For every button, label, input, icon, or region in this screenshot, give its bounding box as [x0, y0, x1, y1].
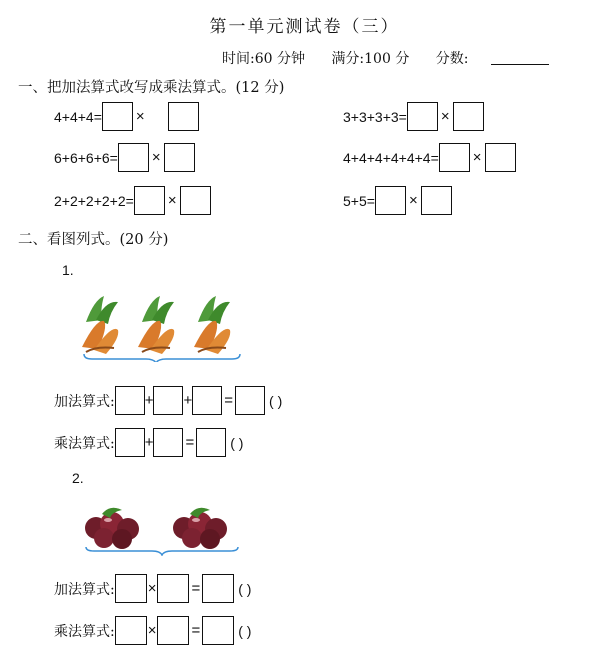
answer-box[interactable] — [153, 428, 183, 457]
q2-addition-row — [54, 574, 251, 603]
unit-paren[interactable]: ( ) — [269, 392, 283, 409]
plum-group-picture — [82, 502, 242, 556]
unit-paren[interactable]: ( ) — [230, 434, 244, 451]
carrot-bunch-icon — [194, 296, 230, 354]
plus-sign: + — [144, 434, 154, 451]
answer-box[interactable] — [407, 102, 438, 131]
score-blank[interactable] — [491, 50, 549, 65]
equals-sign: = — [191, 622, 201, 639]
answer-box[interactable] — [115, 616, 147, 645]
section2-heading: 二、看图列式。(20 分) — [18, 232, 169, 248]
answer-box[interactable] — [202, 616, 234, 645]
answer-box[interactable] — [118, 143, 149, 172]
addition-expression: 4+4+4+4+4+4= — [343, 149, 439, 166]
answer-box[interactable] — [180, 186, 211, 215]
answer-box[interactable] — [157, 616, 189, 645]
rewrite-item-1 — [54, 102, 199, 131]
page-title: 第一单元测试卷（三） — [209, 17, 400, 37]
plum-cluster-icon — [85, 508, 139, 549]
brace-icon — [86, 547, 238, 555]
answer-box[interactable] — [134, 186, 165, 215]
answer-box[interactable] — [102, 102, 133, 131]
answer-box[interactable] — [235, 386, 265, 415]
times-sign: × — [440, 108, 450, 125]
times-sign: × — [408, 192, 418, 209]
answer-box[interactable] — [375, 186, 406, 215]
carrot-group-picture — [76, 292, 246, 362]
addition-label: 加法算式: — [54, 393, 115, 410]
score-label: 分数: — [435, 51, 469, 67]
equals-sign: = — [191, 580, 201, 597]
rewrite-item-3 — [54, 143, 195, 172]
answer-box[interactable] — [421, 186, 452, 215]
rewrite-item-6 — [343, 186, 452, 215]
plus-sign: + — [144, 392, 154, 409]
equals-sign: = — [224, 392, 234, 409]
question-2-number: 2. — [72, 470, 84, 486]
answer-box[interactable] — [453, 102, 484, 131]
answer-box[interactable] — [192, 386, 222, 415]
addition-label: 加法算式: — [54, 581, 115, 598]
answer-box[interactable] — [196, 428, 226, 457]
answer-box[interactable] — [164, 143, 195, 172]
exam-meta — [222, 48, 571, 68]
answer-box[interactable] — [157, 574, 189, 603]
times-sign: × — [167, 192, 177, 209]
carrot-bunch-icon — [138, 296, 174, 354]
multiplication-label: 乘法算式: — [54, 435, 115, 452]
addition-expression: 4+4+4= — [54, 108, 102, 125]
answer-box[interactable] — [153, 386, 183, 415]
answer-box[interactable] — [115, 428, 145, 457]
q2-multiplication-row — [54, 616, 251, 645]
rewrite-item-2 — [343, 102, 484, 131]
answer-box[interactable] — [168, 102, 199, 131]
carrot-bunch-icon — [82, 296, 118, 354]
answer-box[interactable] — [485, 143, 516, 172]
addition-expression: 3+3+3+3= — [343, 108, 407, 125]
q1-addition-row — [54, 386, 282, 415]
times-sign: × — [147, 580, 157, 597]
times-sign: × — [472, 149, 482, 166]
times-sign: × — [151, 149, 161, 166]
plus-sign: + — [183, 392, 193, 409]
multiplication-label: 乘法算式: — [54, 623, 115, 640]
full-score: 满分:100 分 — [331, 51, 410, 67]
section1-heading: 一、把加法算式改写成乘法算式。(12 分) — [18, 80, 285, 96]
answer-box[interactable] — [115, 574, 147, 603]
equals-sign: = — [185, 434, 195, 451]
times-sign: × — [135, 108, 145, 125]
q1-multiplication-row — [54, 428, 243, 457]
time-limit: 时间:60 分钟 — [222, 51, 305, 67]
addition-expression: 6+6+6+6= — [54, 149, 118, 166]
rewrite-item-5 — [54, 186, 211, 215]
answer-box[interactable] — [115, 386, 145, 415]
addition-expression: 5+5= — [343, 192, 375, 209]
rewrite-item-4 — [343, 143, 516, 172]
answer-box[interactable] — [439, 143, 470, 172]
times-sign: × — [147, 622, 157, 639]
plum-cluster-icon — [173, 508, 227, 549]
brace-icon — [84, 354, 240, 362]
unit-paren[interactable]: ( ) — [238, 580, 252, 597]
question-1-number: 1. — [62, 262, 74, 278]
unit-paren[interactable]: ( ) — [238, 622, 252, 639]
addition-expression: 2+2+2+2+2= — [54, 192, 134, 209]
answer-box[interactable] — [202, 574, 234, 603]
